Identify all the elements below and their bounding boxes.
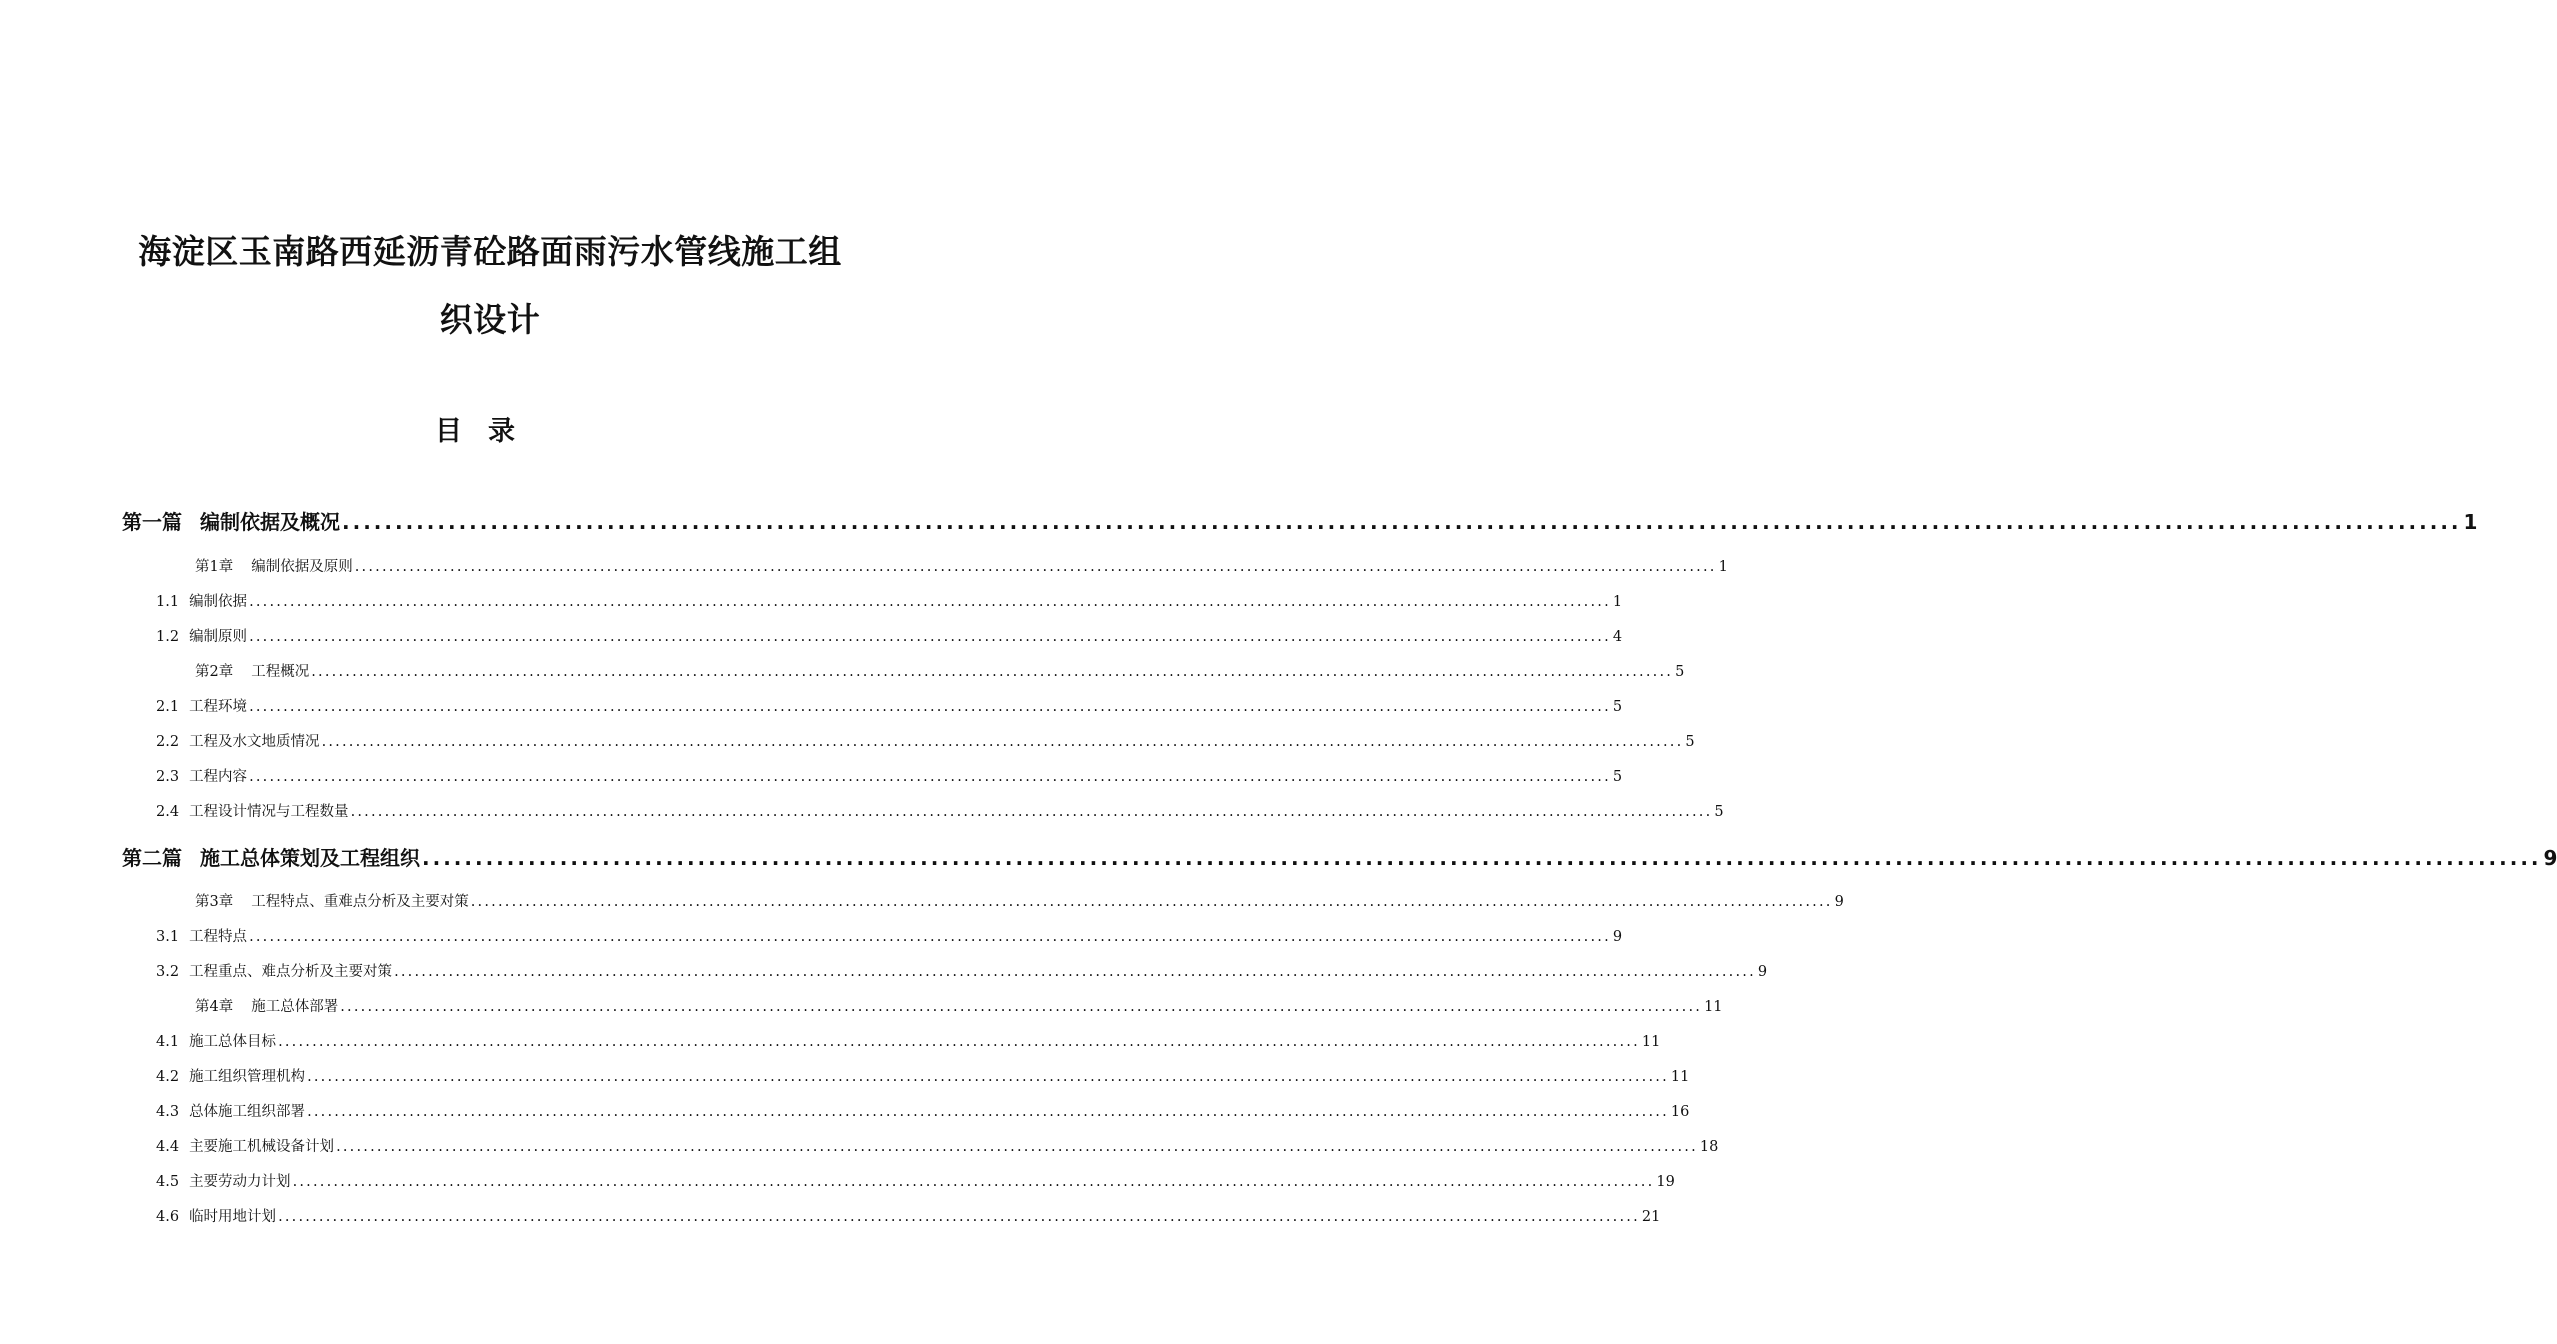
toc-entry-title: 施工组织管理机构 (189, 1069, 306, 1085)
toc-dot-leader: ........................................................................................................................................................................................................ (340, 999, 1703, 1015)
toc-entry-section (156, 1030, 1661, 1052)
toc-entry-title: 编制依据及原则 (251, 559, 353, 575)
toc-entry-page-number: 5 (1612, 699, 1623, 715)
toc-entry-label (156, 1030, 276, 1051)
toc-entry-number: 1.1 (156, 594, 180, 610)
toc-entry-title: 工程特点、重难点分析及主要对策 (251, 894, 469, 910)
toc-entry-number: 第3章 (195, 894, 234, 910)
toc-entry-section (156, 960, 1768, 982)
toc-entry-title: 施工总体策划及工程组织 (200, 846, 420, 870)
toc-entry-page-number: 1 (1718, 559, 1728, 575)
toc-entry-label (156, 960, 392, 981)
toc-entry-label (156, 800, 349, 821)
toc-entry-number: 第1章 (195, 559, 234, 575)
toc-entry-number: 4.6 (156, 1209, 180, 1225)
toc-entry-label (156, 1205, 276, 1226)
toc-entry-page-number: 4 (1612, 629, 1623, 645)
toc-entry-title: 施工总体部署 (251, 999, 339, 1015)
toc-entry-title: 总体施工组织部署 (189, 1104, 306, 1120)
toc-entry-section (156, 625, 1623, 647)
toc-entry-section (156, 590, 1623, 612)
toc-entry-label (156, 590, 247, 611)
toc-entry-section (156, 1065, 1690, 1087)
toc-entry-number: 2.4 (156, 804, 180, 820)
toc-dot-leader: ........................................................................................................................................................................................................ (470, 894, 1833, 910)
toc-entry-number: 1.2 (156, 629, 180, 645)
toc-entry-title: 编制原则 (189, 629, 248, 645)
toc-entry-label (195, 660, 309, 681)
toc-entry-section (156, 695, 1623, 717)
toc-entry-section (156, 1205, 1661, 1227)
toc-dot-leader: ........................................................................................................................................................................................................ (307, 1069, 1669, 1085)
toc-entry-chapter (195, 995, 1723, 1017)
toc-entry-title: 工程概况 (251, 664, 310, 680)
document-title (100, 218, 880, 354)
toc-entry-number: 第2章 (195, 664, 234, 680)
toc-entry-number: 第4章 (195, 999, 234, 1015)
toc-entry-number: 3.1 (156, 929, 180, 945)
toc-entry-number: 3.2 (156, 964, 180, 980)
toc-entry-label (195, 555, 353, 576)
toc-entry-page-number: 9 (2543, 846, 2557, 870)
toc-entry-number: 4.1 (156, 1034, 180, 1050)
toc-dot-leader: ........................................................................................................................................................................................................ (292, 1174, 1655, 1190)
toc-entry-page-number: 9 (1757, 964, 1768, 980)
toc-entry-page-number: 11 (1704, 999, 1723, 1015)
toc-entry-number: 2.1 (156, 699, 180, 715)
toc-entry-page-number: 9 (1834, 894, 1844, 910)
toc-entry-part (122, 506, 2478, 536)
toc-entry-page-number: 1 (2463, 510, 2478, 534)
toc-entry-number: 第一篇 (122, 510, 182, 534)
toc-entry-page-number: 5 (1675, 664, 1685, 680)
toc-entry-label (122, 506, 340, 535)
toc-entry-section (156, 925, 1623, 947)
toc-entry-title: 编制依据 (189, 594, 248, 610)
toc-entry-chapter (195, 555, 1728, 577)
toc-entry-title: 施工总体目标 (189, 1034, 277, 1050)
toc-entry-label (195, 995, 338, 1016)
document-title-line-2: 织设计 (439, 300, 541, 339)
toc-entry-page-number: 16 (1670, 1104, 1690, 1120)
toc-entry-title: 工程环境 (189, 699, 248, 715)
toc-entry-title: 工程特点 (189, 929, 248, 945)
toc-entry-number: 4.2 (156, 1069, 180, 1085)
toc-entry-number: 4.3 (156, 1104, 180, 1120)
toc-entry-section (156, 730, 1695, 752)
toc-entry-label (156, 1170, 291, 1191)
toc-entry-label (156, 1135, 334, 1156)
toc-entry-section (156, 765, 1623, 787)
toc-dot-leader: ........................................................................................................................................................................................................ (249, 929, 1611, 945)
toc-dot-leader: ........................................................................................................................................................................................................ (422, 846, 2542, 870)
toc-entry-label (156, 695, 247, 716)
toc-dot-leader: ........................................................................................................................................................................................................ (249, 629, 1611, 645)
toc-dot-leader: ........................................................................................................................................................................................................ (321, 734, 1684, 750)
toc-entry-title: 工程重点、难点分析及主要对策 (189, 964, 393, 980)
toc-entry-label (156, 730, 320, 751)
toc-dot-leader: ........................................................................................................................................................................................................ (311, 664, 1674, 680)
toc-heading: 目录 (435, 416, 541, 447)
toc-entry-section (156, 800, 1724, 822)
toc-dot-leader: ........................................................................................................................................................................................................ (249, 699, 1611, 715)
toc-entry-number: 第二篇 (122, 846, 182, 870)
toc-entry-number: 2.3 (156, 769, 180, 785)
toc-entry-page-number: 9 (1612, 929, 1623, 945)
toc-entry-number: 4.4 (156, 1139, 180, 1155)
toc-entry-page-number: 11 (1670, 1069, 1690, 1085)
toc-entry-label (122, 842, 420, 871)
toc-entry-label (156, 1100, 305, 1121)
toc-dot-leader: ........................................................................................................................................................................................................ (278, 1034, 1640, 1050)
toc-entry-part (122, 842, 2557, 872)
toc-entry-number: 2.2 (156, 734, 180, 750)
toc-entry-section (156, 1170, 1675, 1192)
toc-entry-page-number: 21 (1641, 1209, 1661, 1225)
toc-entry-chapter (195, 660, 1685, 682)
toc-entry-title: 工程及水文地质情况 (189, 734, 320, 750)
toc-dot-leader: ........................................................................................................................................................................................................ (307, 1104, 1669, 1120)
toc-dot-leader: ........................................................................................................................................................................................................ (350, 804, 1713, 820)
toc-entry-label (156, 1065, 305, 1086)
toc-entry-title: 主要施工机械设备计划 (189, 1139, 335, 1155)
toc-entry-section (156, 1100, 1690, 1122)
toc-entry-label (156, 625, 247, 646)
toc-entry-title: 工程设计情况与工程数量 (189, 804, 349, 820)
toc-dot-leader: ........................................................................................................................................................................................................ (249, 594, 1611, 610)
toc-entry-page-number: 18 (1699, 1139, 1719, 1155)
document-title-line-1: 海淀区玉南路西延沥青砼路面雨污水管线施工组 (138, 232, 842, 271)
toc-entry-number: 4.5 (156, 1174, 180, 1190)
toc-entry-page-number: 5 (1714, 804, 1724, 820)
toc-dot-leader: ........................................................................................................................................................................................................ (336, 1139, 1698, 1155)
toc-entry-section (156, 1135, 1719, 1157)
toc-entry-title: 编制依据及概况 (200, 510, 340, 534)
toc-entry-label (195, 890, 469, 911)
toc-entry-title: 主要劳动力计划 (189, 1174, 291, 1190)
toc-dot-leader: ........................................................................................................................................................................................................ (394, 964, 1756, 980)
toc-entry-chapter (195, 890, 1844, 912)
toc-entry-page-number: 5 (1685, 734, 1695, 750)
toc-entry-page-number: 5 (1612, 769, 1623, 785)
toc-entry-label (156, 765, 247, 786)
toc-entry-page-number: 1 (1612, 594, 1623, 610)
toc-dot-leader: ........................................................................................................................................................................................................ (354, 559, 1717, 575)
toc-entry-title: 临时用地计划 (189, 1209, 277, 1225)
toc-entry-page-number: 19 (1656, 1174, 1675, 1190)
toc-entry-title: 工程内容 (189, 769, 248, 785)
toc-dot-leader: ........................................................................................................................................................................................................ (342, 510, 2462, 534)
toc-dot-leader: ........................................................................................................................................................................................................ (278, 1209, 1640, 1225)
toc-entry-page-number: 11 (1641, 1034, 1661, 1050)
toc-dot-leader: ........................................................................................................................................................................................................ (249, 769, 1611, 785)
toc-entry-label (156, 925, 247, 946)
